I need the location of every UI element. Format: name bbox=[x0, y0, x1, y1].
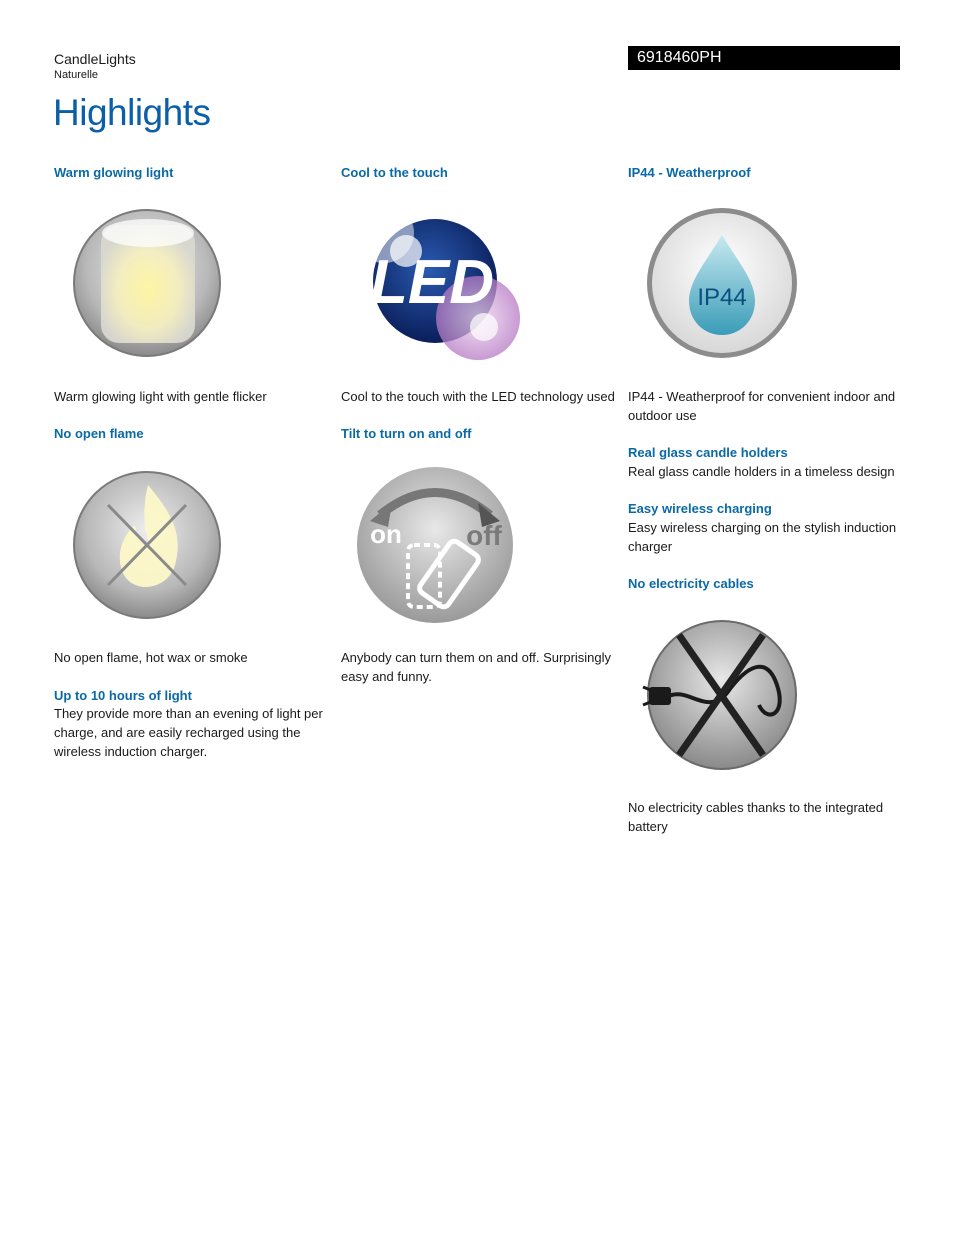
feature-text-warm: Warm glowing light with gentle flicker bbox=[54, 389, 267, 404]
tilt-icon bbox=[340, 455, 530, 635]
feature-text-glass: Real glass candle holders in a timeless design bbox=[628, 464, 895, 479]
feature-title-wireless: Easy wireless charging bbox=[628, 501, 772, 516]
feature-text-cool: Cool to the touch with the LED technology used bbox=[341, 389, 615, 404]
feature-title-cables: No electricity cables bbox=[628, 576, 754, 591]
feature-text-noflame: No open flame, hot wax or smoke bbox=[54, 650, 248, 665]
feature-title-warm: Warm glowing light bbox=[54, 165, 174, 180]
feature-title-glass: Real glass candle holders bbox=[628, 445, 788, 460]
feature-title-hours: Up to 10 hours of light bbox=[54, 688, 192, 703]
tilt-on-label: on bbox=[370, 519, 402, 549]
warm-light-icon bbox=[53, 193, 243, 373]
feature-title-noflame: No open flame bbox=[54, 426, 144, 441]
feature-title-tilt: Tilt to turn on and off bbox=[341, 426, 472, 441]
feature-text-hours-1: They provide more than an evening of light per bbox=[54, 706, 323, 721]
ip44-icon-label: IP44 bbox=[697, 284, 747, 311]
feature-text-tilt-1: Anybody can turn them on and off. Surprisingly bbox=[341, 650, 612, 665]
water-drop-icon bbox=[627, 193, 817, 373]
sku-badge: 6918460PH bbox=[628, 46, 900, 70]
no-flame-icon bbox=[53, 455, 243, 635]
feature-text-wireless-1: Easy wireless charging on the stylish induction bbox=[628, 520, 897, 535]
feature-text-cables-2: battery bbox=[628, 819, 668, 834]
feature-text-ip44-1: IP44 - Weatherproof for convenient indoor and bbox=[628, 389, 896, 404]
feature-title-ip44: IP44 - Weatherproof bbox=[628, 165, 751, 180]
feature-text-cables-1: No electricity cables thanks to the integrated bbox=[628, 800, 884, 815]
no-cable-icon bbox=[627, 605, 817, 785]
led-icon bbox=[340, 193, 530, 373]
feature-text-hours-3: wireless induction charger. bbox=[54, 744, 208, 759]
feature-text-tilt-2: easy and funny. bbox=[341, 669, 432, 684]
page-title: Highlights bbox=[53, 92, 211, 133]
product-name: CandleLights bbox=[54, 51, 136, 67]
tilt-off-label: off bbox=[466, 520, 502, 551]
feature-text-hours-2: charge, and are easily recharged using the bbox=[54, 725, 301, 740]
led-icon-label: LED bbox=[370, 248, 494, 317]
feature-text-ip44-2: outdoor use bbox=[628, 408, 697, 423]
product-subtitle: Naturelle bbox=[54, 69, 99, 81]
feature-title-cool: Cool to the touch bbox=[341, 165, 448, 180]
feature-text-wireless-2: charger bbox=[628, 539, 673, 554]
